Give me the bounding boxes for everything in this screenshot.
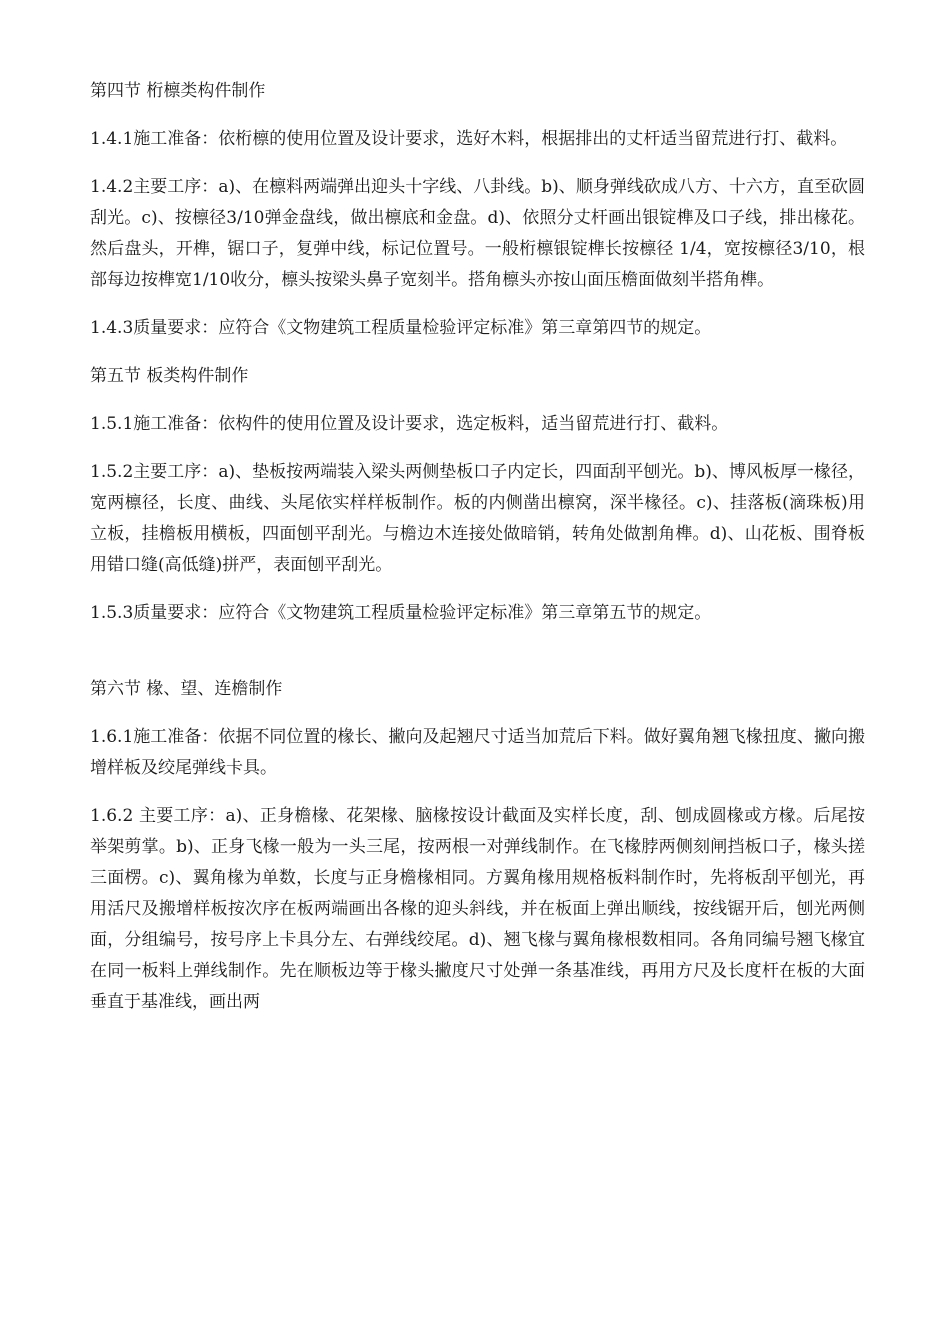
document-page: [90, 76, 865, 1035]
paragraph: 1.4.3质量要求：应符合《文物建筑工程质量检验评定标准》第三章第四节的规定。: [90, 318, 712, 338]
paragraph: 1.6.1施工准备：依据不同位置的椽长、撇向及起翘尺寸适当加荒后下料。做好翼角翘飞椽扭度、撇向搬增样板及绞尾弹线卡具。: [90, 727, 865, 778]
paragraph: 1.4.2主要工序：a)、在檩料两端弹出迎头十字线、八卦线。b)、顺身弹线砍成八方、十六方，直至砍圆刮光。c)、按檩径3/10弹金盘线，做出檩底和金盘。d)、依照分丈杆画出银锭榫及口子线，排出椽花。然后盘头，开榫，锯口子，复弹中线，标记位置号。一般桁檩银锭榫长按檩径 1/4，宽按檩径3/10，根部每边按榫宽1/10收分，檩头按梁头鼻子宽刻半。搭角檩头亦按山面压檐面做刻半搭角榫。: [90, 177, 865, 290]
paragraph: 1.4.1施工准备：依桁檩的使用位置及设计要求，选好木料，根据排出的丈杆适当留荒进行打、截料。: [90, 129, 848, 149]
paragraph: 1.5.1施工准备：依构件的使用位置及设计要求，选定板料，适当留荒进行打、截料。: [90, 414, 729, 434]
paragraph: 1.5.3质量要求：应符合《文物建筑工程质量检验评定标准》第三章第五节的规定。: [90, 603, 712, 623]
section-5: [90, 361, 865, 629]
section-heading: 第四节 桁檩类构件制作: [90, 81, 266, 101]
section-heading: 第五节 板类构件制作: [90, 366, 249, 386]
blank-line: [90, 646, 865, 674]
paragraph: 1.6.2 主要工序：a)、正身檐椽、花架椽、脑椽按设计截面及实样长度，刮、刨成圆椽或方椽。后尾按举架剪掌。b)、正身飞椽一般为一头三尾，按两根一对弹线制作。在飞椽脖两侧刻闸挡板口子，椽头搓三面楞。c)、翼角椽为单数，长度与正身檐椽相同。方翼角椽用规格板料制作时，先将板刮平刨光，再用活尺及搬增样板按次序在板两端画出各椽的迎头斜线，并在板面上弹出顺线，按线锯开后，刨光两侧面，分组编号，按号序上卡具分左、右弹线绞尾。d)、翘飞椽与翼角椽根数相同。各角同编号翘飞椽宜在同一板料上弹线制作。先在顺板边等于椽头撇度尺寸处弹一条基准线，再用方尺及长度杆在板的大面垂直于基准线，画出两: [90, 806, 865, 1012]
section-4: [90, 76, 865, 344]
section-6: [90, 674, 865, 1018]
paragraph: 1.5.2主要工序：a)、垫板按两端装入梁头两侧垫板口子内定长，四面刮平刨光。b)、博风板厚一椽径，宽两檩径，长度、曲线、头尾依实样样板制作。板的内侧凿出檩窝，深半椽径。c)、挂落板(滴珠板)用立板，挂檐板用横板，四面刨平刮光。与檐边木连接处做暗销，转角处做割角榫。d)、山花板、围脊板用错口缝(高低缝)拼严，表面刨平刮光。: [90, 462, 865, 575]
section-heading: 第六节 椽、望、连檐制作: [90, 679, 283, 699]
